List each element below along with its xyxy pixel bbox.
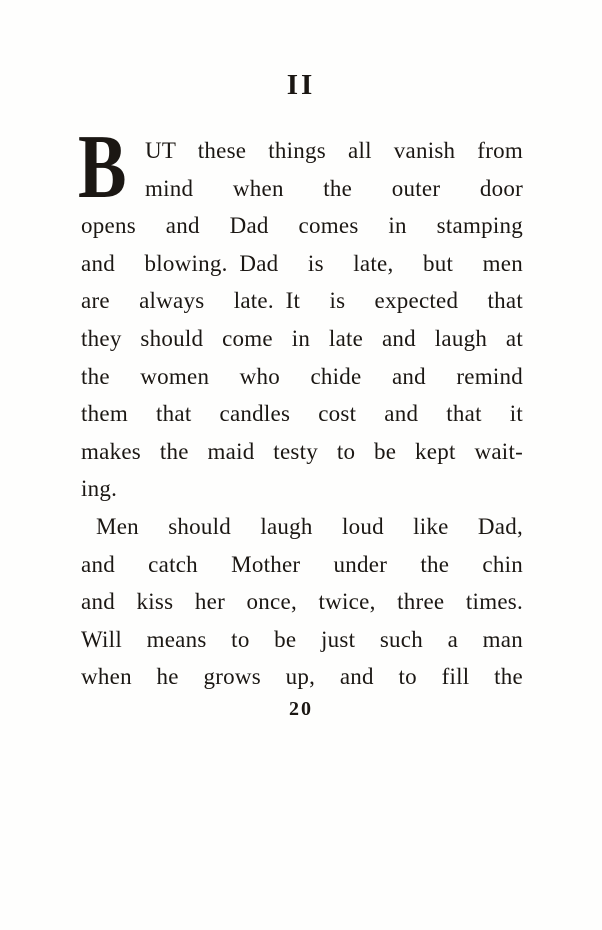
chapter-heading: II xyxy=(286,69,316,101)
text-line: ing. xyxy=(81,476,118,502)
page-number: 20 xyxy=(289,697,313,720)
text-line: Will means to be just such a man xyxy=(81,626,523,652)
second-paragraph xyxy=(81,508,523,696)
text-line: the women who chide and remind xyxy=(81,363,523,389)
text-line: them that candles cost and that it xyxy=(81,401,523,427)
text-line: Men should laugh loud like Dad, xyxy=(96,513,523,539)
text-line: UT these things all vanish from xyxy=(145,138,523,163)
text-line: when he grows up, and to fill the xyxy=(81,664,523,690)
body-text xyxy=(78,116,523,696)
text-line: and blowing. Dad is late, but men xyxy=(81,250,523,276)
text-line: and kiss her once, twice, three times. xyxy=(81,589,523,615)
drop-cap-letter: B xyxy=(78,116,127,217)
text-line: makes the maid testy to be kept wait- xyxy=(81,438,523,464)
text-line: mind when the outer door xyxy=(145,175,523,201)
text-line: and catch Mother under the chin xyxy=(81,551,523,577)
opening-paragraph xyxy=(78,116,523,508)
text-line: opens and Dad comes in stamping xyxy=(81,213,523,239)
text-line: they should come in late and laugh at xyxy=(81,325,523,351)
text-line: are always late. It is expected that xyxy=(81,288,523,314)
